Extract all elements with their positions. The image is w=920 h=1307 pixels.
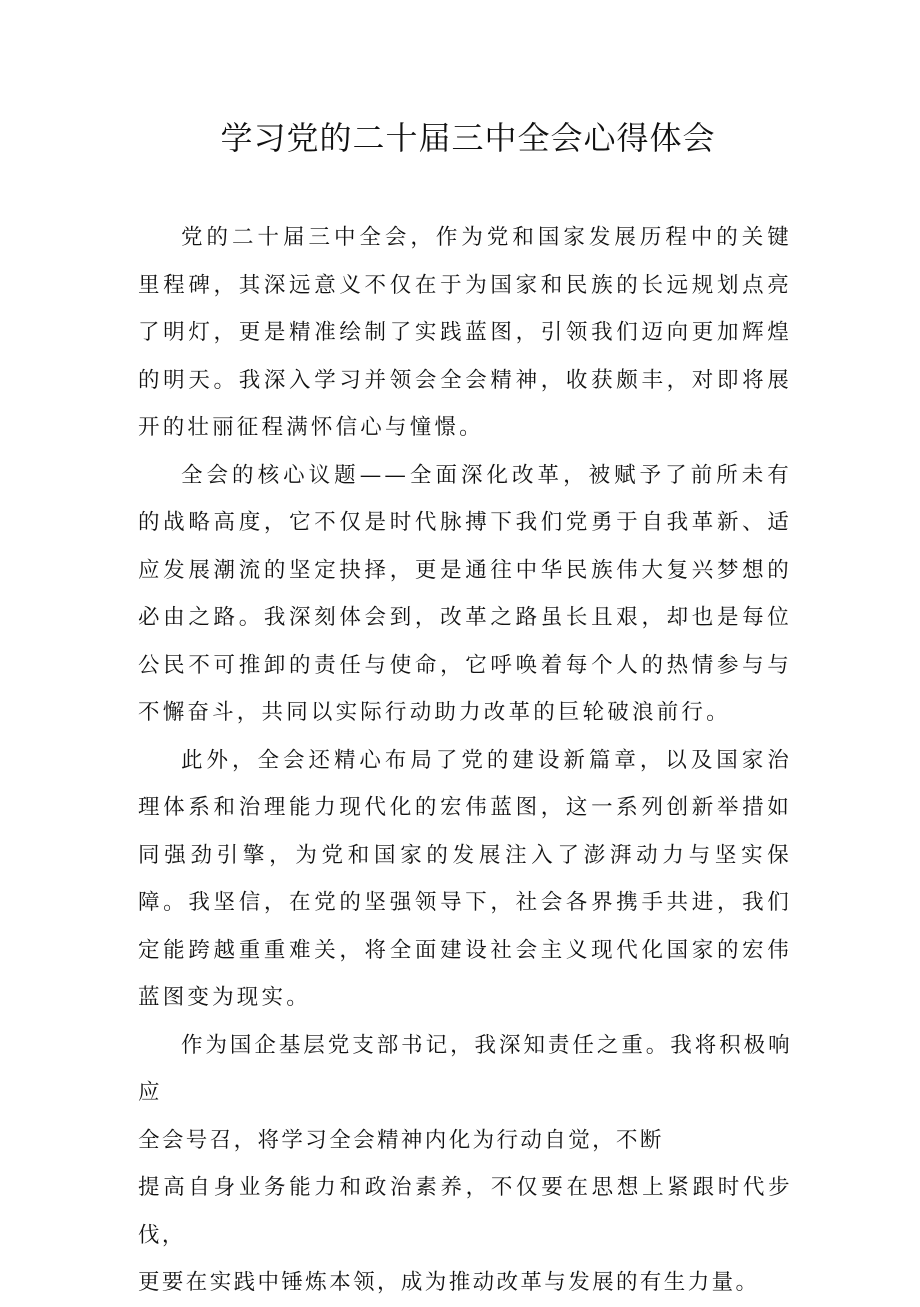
document-title: 学习党的二十届三中全会心得体会	[220, 119, 716, 157]
document-body	[138, 214, 792, 1307]
paragraph-4	[138, 1022, 792, 1307]
paragraph-4-line-1: 作为国企基层党支部书记，我深知责任之重。我将积极响应	[138, 1032, 792, 1105]
paragraph-2: 全会的核心议题——全面深化改革，被赋予了前所未有的战略高度，它不仅是时代脉搏下我们党勇于自我革新、适应发展潮流的坚定抉择，更是通往中华民族伟大复兴梦想的必由之路。我深刻体会到，改革之路虽长且艰，却也是每位公民不可推卸的责任与使命，它呼唤着每个人的热情参与与不懈奋斗，共同以实际行动助力改革的巨轮破浪前行。	[138, 462, 792, 725]
paragraph-4-line-3: 提高自身业务能力和政治素养，不仅要在思想上紧跟时代步伐，	[138, 1175, 792, 1248]
paragraph-4-line-2: 全会号召，将学习全会精神内化为行动自觉，不断	[138, 1127, 664, 1153]
paragraph-3: 此外，全会还精心布局了党的建设新篇章，以及国家治理体系和治理能力现代化的宏伟蓝图，这一系列创新举措如同强劲引擎，为党和国家的发展注入了澎湃动力与坚实保障。我坚信，在党的坚强领导下，社会各界携手共进，我们定能跨越重重难关，将全面建设社会主义现代化国家的宏伟蓝图变为现实。	[138, 747, 792, 1010]
paragraph-4-line-4: 更要在实践中锤炼本领，成为推动改革与发展的有生力量。	[138, 1270, 760, 1295]
paragraph-1: 党的二十届三中全会，作为党和国家发展历程中的关键里程碑，其深远意义不仅在于为国家和民族的长远规划点亮了明灯，更是精准绘制了实践蓝图，引领我们迈向更加辉煌的明天。我深入学习并领会全会精神，收获颇丰，对即将展开的壮丽征程满怀信心与憧憬。	[138, 225, 792, 440]
